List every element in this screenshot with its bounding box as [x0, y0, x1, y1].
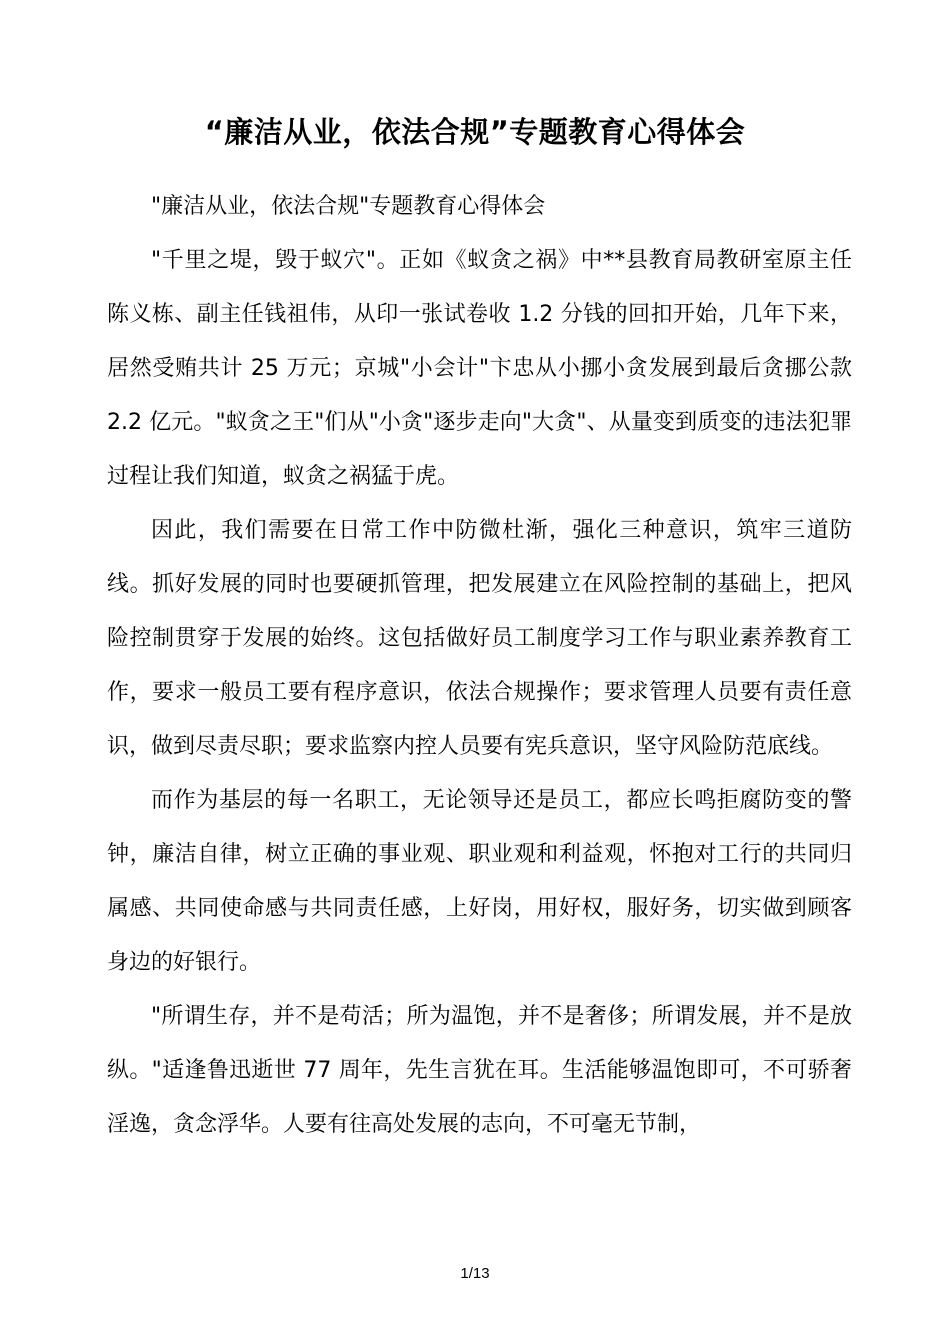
paragraph: "所谓生存，并不是苟活；所为温饱，并不是奢侈；所谓发展，并不是放纵。"适逢鲁迅逝世 77 周年，先生言犹在耳。生活能够温饱即可，不可骄奢淫逸，贪念浮华。人要有往高处发展的志向，不可毫无节制，: [107, 1004, 852, 1137]
page-number: 1/13: [460, 1265, 490, 1282]
document-title: “廉洁从业，依法合规”专题教育心得体会: [204, 115, 746, 149]
paragraph: 而作为基层的每一名职工，无论领导还是员工，都应长鸣拒腐防变的警钟，廉洁自律，树立正确的事业观、职业观和利益观，怀抱对工行的共同归属感、共同使命感与共同责任感，上好岗，用好权，服好务，切实做到顾客身边的好银行。: [107, 788, 852, 975]
paragraph: "千里之堤，毁于蚁穴"。正如《蚁贪之祸》中**县教育局教研室原主任陈义栋、副主任钱祖伟，从印一张试卷收 1.2 分钱的回扣开始，几年下来，居然受贿共计 25 万元；京城"小会计"卞忠从小挪小贪发展到最后贪挪公款 2.2 亿元。"蚁贪之王"们从"小贪"逐步走向"大贪"、从量变到质变的违法犯罪过程让我们知道，蚁贪之祸猛于虎。: [107, 248, 852, 489]
document-body: [107, 180, 852, 1152]
paragraph-subtitle: "廉洁从业，依法合规"专题教育心得体会: [151, 194, 546, 219]
paragraph: 因此，我们需要在日常工作中防微杜渐，强化三种意识，筑牢三道防线。抓好发展的同时也要硬抓管理，把发展建立在风险控制的基础上，把风险控制贯穿于发展的始终。这包括做好员工制度学习工作与职业素养教育工作，要求一般员工要有程序意识，依法合规操作；要求管理人员要有责任意识，做到尽责尽职；要求监察内控人员要有宪兵意识，坚守风险防范底线。: [107, 518, 852, 759]
